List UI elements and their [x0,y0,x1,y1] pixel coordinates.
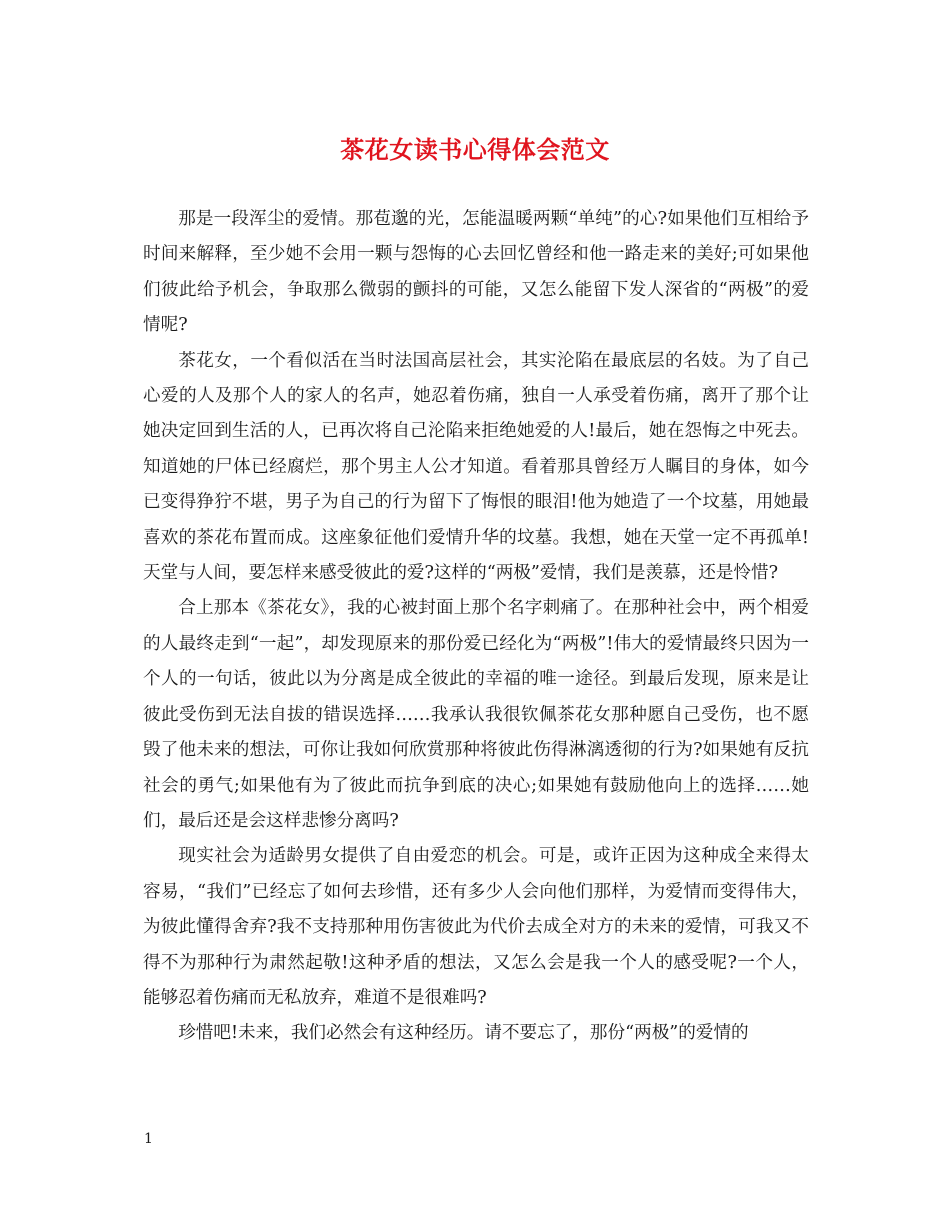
paragraph: 珍惜吧!未来，我们必然会有这种经历。请不要忘了，那份“两极”的爱情的 [178,1023,749,1044]
paragraph: 茶花女，一个看似活在当时法国高层社会，其实沦陷在最底层的名妓。为了自己心爱的人及那个人的家人的名声，她忍着伤痛，独自一人承受着伤痛，离开了那个让她决定回到生活的人，已再次将自己沦陷来拒绝她爱的人!最后，她在怨悔之中死去。知道她的尸体已经腐烂，那个男主人公才知道。看着那具曾经万人瞩目的身体，如今已变得狰狞不堪，男子为自己的行为留下了悔恨的眼泪!他为她造了一个坟墓，用她最喜欢的茶花布置而成。这座象征他们爱情升华的坟墓。我想，她在天堂一定不再孤单!天堂与人间，要怎样来感受彼此的爱?这样的“两极”爱情，我们是羡慕，还是怜惜? [143,350,809,584]
paragraph: 合上那本《茶花女》，我的心被封面上那个名字刺痛了。在那种社会中，两个相爱的人最终走到“一起”，却发现原来的那份爱已经化为“两极”!伟大的爱情最终只因为一个人的一句话，彼此以为分离是成全彼此的幸福的唯一途径。到最后发现，原来是让彼此受伤到无法自拔的错误选择……我承认我很钦佩茶花女那种愿自己受伤，也不愿毁了他未来的想法，可你让我如何欣赏那种将彼此伤得淋漓透彻的行为?如果她有反抗社会的勇气;如果他有为了彼此而抗争到底的决心;如果她有鼓励他向上的选择……她们，最后还是会这样悲惨分离吗? [143,598,809,831]
page-number: 1 [144,1131,153,1147]
document-body [143,202,809,1052]
document-title: 茶花女读书心得体会范文 [340,135,610,164]
paragraph: 那是一段浑尘的爱情。那苞邈的光，怎能温暖两颗“单纯”的心?如果他们互相给予时间来解释，至少她不会用一颗与怨悔的心去回忆曾经和他一路走来的美好;可如果他们彼此给予机会，争取那么微弱的颤抖的可能，又怎么能留下发人深省的“两极”的爱情呢? [143,209,809,336]
paragraph: 现实社会为适龄男女提供了自由爱恋的机会。可是，或许正因为这种成全来得太容易，“我们”已经忘了如何去珍惜，还有多少人会向他们那样，为爱情而变得伟大，为彼此懂得舍弃?我不支持那种用伤害彼此为代价去成全对方的未来的爱情，可我又不得不为那种行为肃然起敬!这种矛盾的想法，又怎么会是我一个人的感受呢?一个人，能够忍着伤痛而无私放弃，难道不是很难吗? [143,846,809,1008]
